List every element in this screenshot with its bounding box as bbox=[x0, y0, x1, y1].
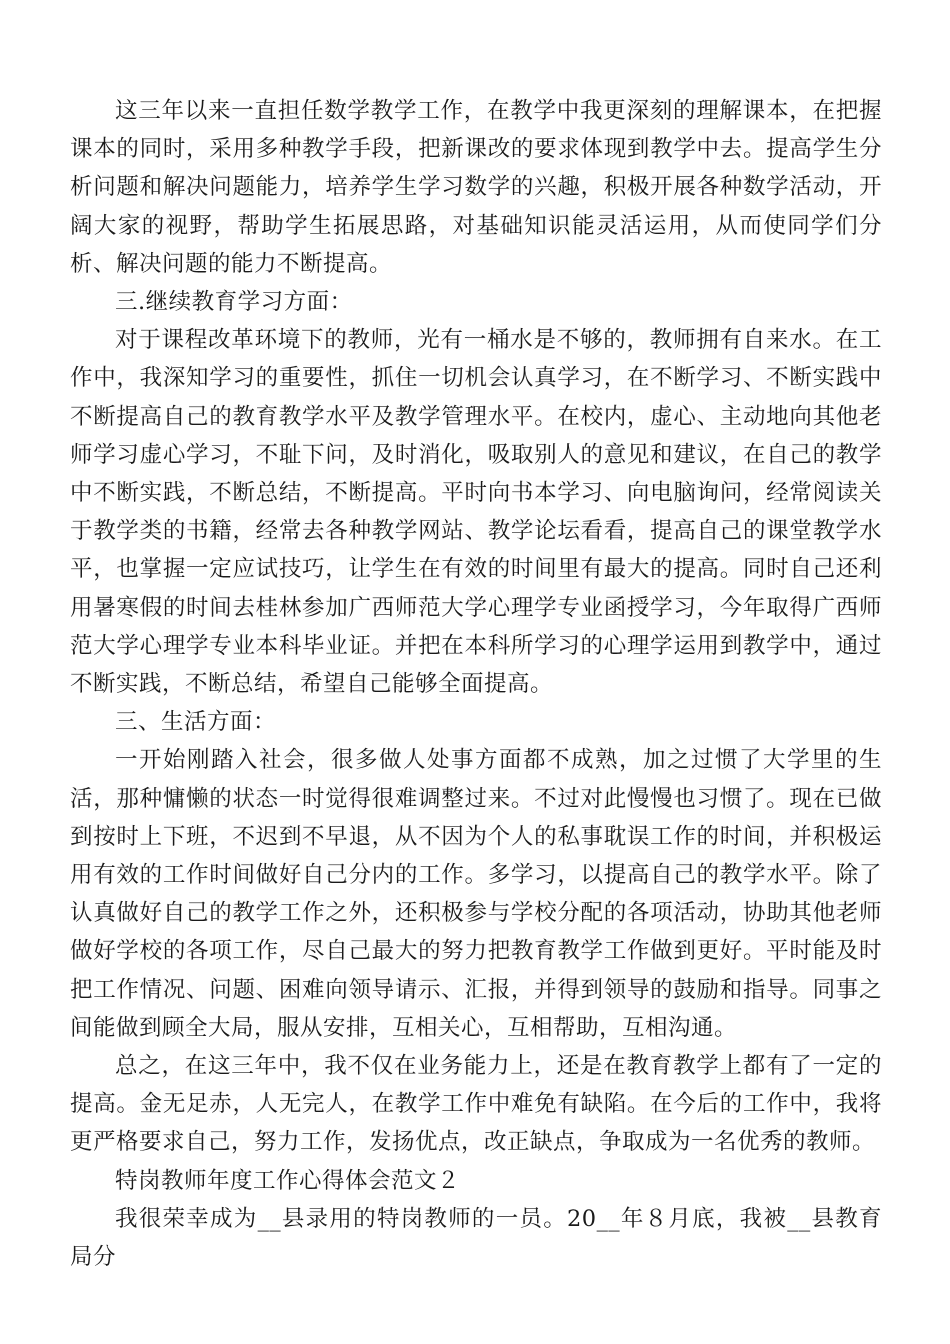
paragraph-sample-2-intro: 我很荣幸成为__县录用的特岗教师的一员。20__年８月底，我被__县教育局分 bbox=[70, 1205, 882, 1271]
paragraph-math-teaching: 这三年以来一直担任数学教学工作，在教学中我更深刻的理解课本，在把握课本的同时，采用多种教学手段，把新课改的要求体现到教学中去。提高学生分析问题和解决问题能力，培养学生学习数学的兴趣，积极开展各种数学活动，开阔大家的视野，帮助学生拓展思路，对基础知识能灵活运用，从而使同学们分析、解决问题的能力不断提高。 bbox=[70, 98, 882, 277]
document-body bbox=[70, 92, 882, 1276]
section-heading-continuing-education: 三.继续教育学习方面： bbox=[115, 289, 353, 316]
section-heading-life: 三、生活方面： bbox=[115, 709, 277, 736]
paragraph-summary: 总之，在这三年中，我不仅在业务能力上，还是在教育教学上都有了一定的提高。金无足赤，人无完人，在教学工作中难免有缺陷。在今后的工作中，我将更严格要求自己，努力工作，发扬优点，改正缺点，争取成为一名优秀的教师。 bbox=[70, 1053, 882, 1156]
paragraph-continuing-education: 对于课程改革环境下的教师，光有一桶水是不够的，教师拥有自来水。在工作中，我深知学习的重要性，抓住一切机会认真学习，在不断学习、不断实践中不断提高自己的教育教学水平及教学管理水平。在校内，虚心、主动地向其他老师学习虚心学习，不耻下问，及时消化，吸取别人的意见和建议，在自己的教学中不断实践，不断总结，不断提高。平时向书本学习、向电脑询问，经常阅读关于教学类的书籍，经常去各种教学网站、教学论坛看看，提高自己的课堂教学水平，也掌握一定应试技巧，让学生在有效的时间里有最大的提高。同时自己还利用暑寒假的时间去桂林参加广西师范大学心理学专业函授学习，今年取得广西师范大学心理学专业本科毕业证。并把在本科所学习的心理学运用到教学中，通过不断实践，不断总结，希望自己能够全面提高。 bbox=[70, 327, 882, 698]
paragraph-life: 一开始刚踏入社会，很多做人处事方面都不成熟，加之过惯了大学里的生活，那种慵懒的状态一时觉得很难调整过来。不过对此慢慢也习惯了。现在已做到按时上下班，不迟到不早退，从不因为个人的私事耽误工作的时间，并积极运用有效的工作时间做好自己分内的工作。多学习，以提高自己的教学水平。除了认真做好自己的教学工作之外，还积极参与学校分配的各项活动，协助其他老师做好学校的各项工作，尽自己最大的努力把教育教学工作做到更好。平时能及时把工作情况、问题、困难向领导请示、汇报，并得到领导的鼓励和指导。同事之间能做到顾全大局，服从安排，互相关心，互相帮助，互相沟通。 bbox=[70, 747, 882, 1041]
article-title-sample-2: 特岗教师年度工作心得体会范文２ bbox=[115, 1167, 461, 1194]
